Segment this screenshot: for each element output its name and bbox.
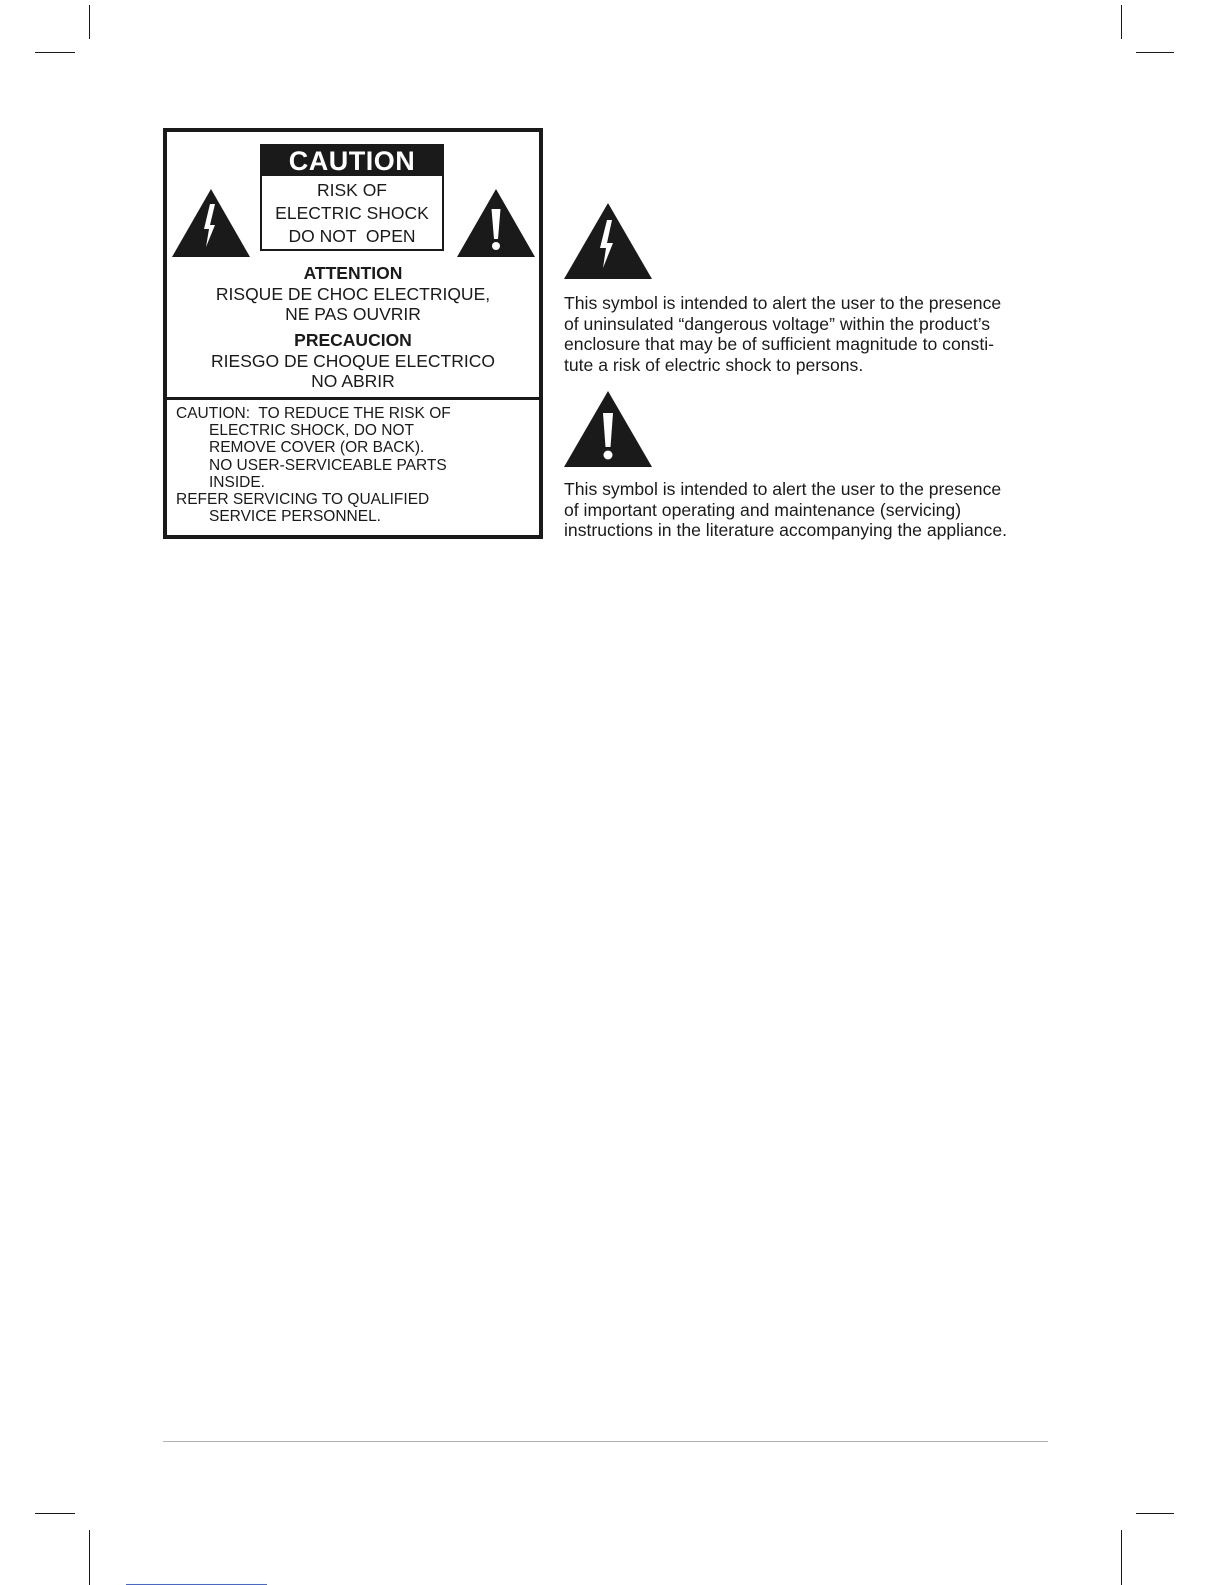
caution-label — [163, 128, 543, 539]
multilingual-warning — [167, 263, 539, 391]
lightning-triangle-icon — [564, 203, 652, 279]
caution-heading: CAUTION — [262, 146, 442, 176]
exclamation-symbol-description — [564, 479, 1044, 541]
label-divider — [167, 397, 539, 400]
caution-label-upper — [167, 132, 539, 397]
center-line: ELECTRIC SHOCK — [275, 203, 429, 223]
warning-line: CAUTION: TO REDUCE THE RISK OF — [176, 405, 451, 422]
center-line: RISK OF — [316, 180, 387, 200]
spanish-line: NO ABRIR — [311, 371, 395, 391]
description-line: tute a risk of electric shock to persons. — [564, 354, 864, 375]
crop-mark-top-left-vertical — [89, 5, 90, 39]
caution-label-lower — [176, 405, 534, 525]
exclamation-triangle-icon — [457, 189, 535, 257]
crop-mark-bottom-left-horizontal — [35, 1513, 75, 1514]
french-heading: ATTENTION — [303, 263, 403, 283]
description-line: instructions in the literature accompanying the appliance. — [564, 520, 1008, 540]
spanish-heading: PRECAUCION — [294, 330, 412, 350]
description-line: This symbol is intended to alert the user to the presence — [564, 293, 1002, 313]
description-line: of uninsulated “dangerous voltage” within the product’s — [564, 313, 991, 334]
crop-mark-bottom-right-horizontal — [1136, 1513, 1174, 1514]
lightning-triangle-icon — [172, 189, 250, 257]
exclamation-triangle-icon — [564, 391, 652, 467]
center-line: DO NOT OPEN — [288, 226, 416, 246]
warning-line: ELECTRIC SHOCK, DO NOT — [209, 422, 414, 440]
shock-symbol-description — [564, 293, 1044, 375]
warning-line: NO USER-SERVICEABLE PARTS — [209, 456, 447, 474]
crop-mark-bottom-right-vertical — [1121, 1530, 1122, 1585]
warning-line: REFER SERVICING TO QUALIFIED — [176, 491, 430, 509]
warning-line: REMOVE COVER (OR BACK). — [209, 439, 425, 457]
center-lines — [262, 176, 442, 248]
crop-mark-bottom-left-vertical — [89, 1530, 90, 1585]
footer-rule — [163, 1441, 1048, 1442]
caution-center-box — [260, 144, 444, 251]
description-line: of important operating and maintenance (servicing) — [564, 499, 962, 520]
french-line: NE PAS OUVRIR — [285, 304, 421, 324]
description-line: This symbol is intended to alert the user to the presence — [564, 479, 1002, 499]
french-line: RISQUE DE CHOC ELECTRIQUE, — [215, 284, 491, 304]
description-line: enclosure that may be of sufficient magnitude to consti- — [564, 334, 994, 354]
crop-mark-top-left-horizontal — [35, 52, 75, 53]
spanish-line: RIESGO DE CHOQUE ELECTRICO — [211, 351, 495, 371]
crop-mark-top-right-horizontal — [1136, 52, 1174, 53]
crop-mark-top-right-vertical — [1121, 5, 1122, 39]
warning-line: SERVICE PERSONNEL. — [209, 508, 381, 526]
warning-line: INSIDE. — [209, 473, 265, 491]
